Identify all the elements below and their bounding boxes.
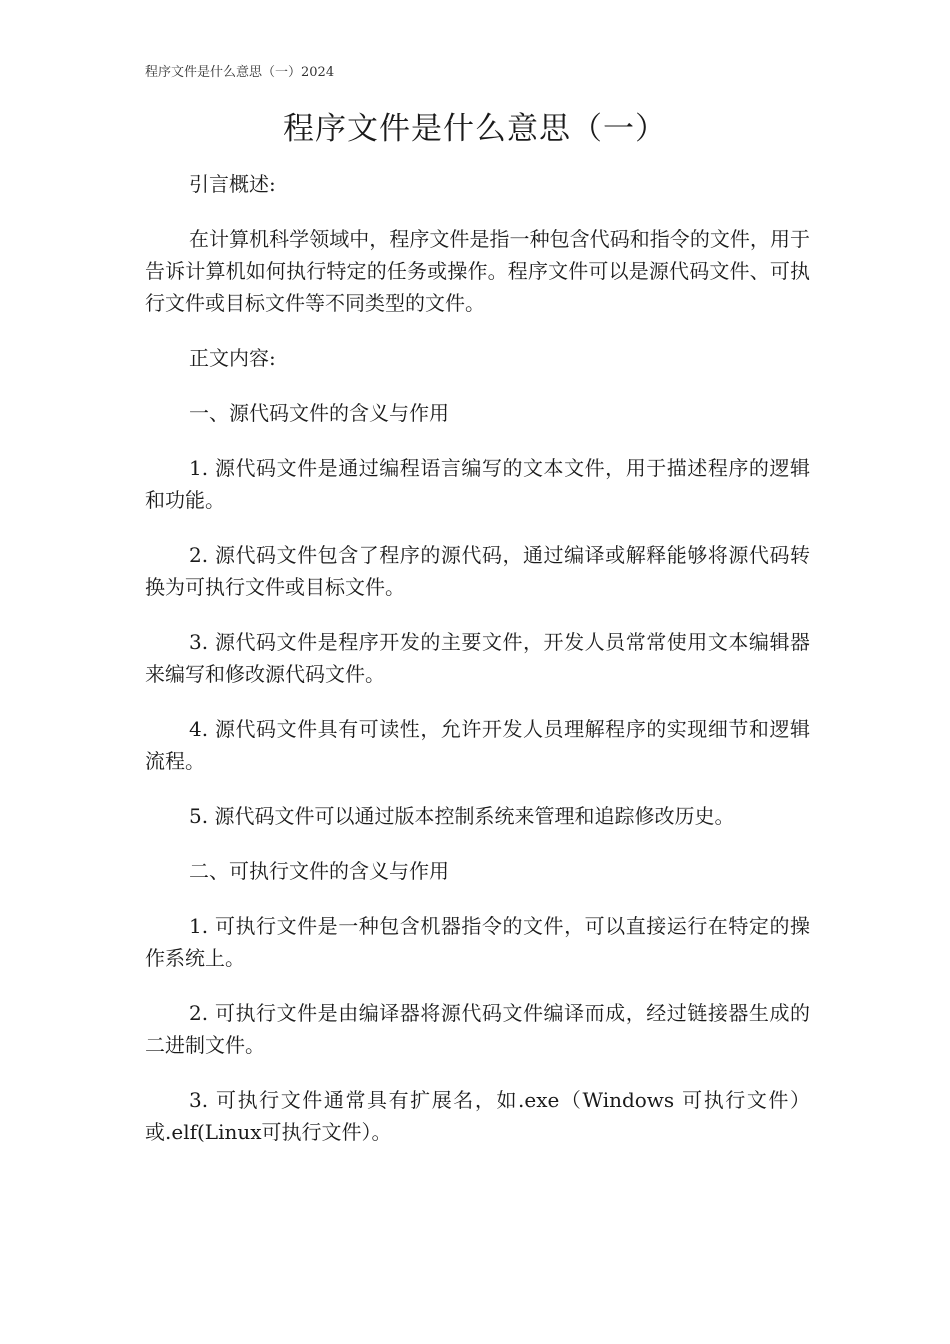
list-item: 4. 源代码文件具有可读性，允许开发人员理解程序的实现细节和逻辑流程。 [145, 717, 810, 773]
paragraph-intro-heading: 引言概述: [189, 172, 276, 196]
list-item: 5. 源代码文件可以通过版本控制系统来管理和追踪修改历史。 [189, 804, 735, 828]
list-item: 3. 可执行文件通常具有扩展名，如.exe（Windows 可执行文件）或.elf(Linux可执行文件）。 [145, 1088, 810, 1144]
section-heading-executable: 二、可执行文件的含义与作用 [189, 859, 449, 883]
document-body [145, 168, 810, 1171]
paragraph-body-heading: 正文内容: [189, 346, 276, 370]
list-item: 2. 可执行文件是由编译器将源代码文件编译而成，经过链接器生成的二进制文件。 [145, 1001, 810, 1057]
list-item: 3. 源代码文件是程序开发的主要文件，开发人员常常使用文本编辑器来编写和修改源代码文件。 [145, 630, 810, 686]
list-item: 1. 源代码文件是通过编程语言编写的文本文件，用于描述程序的逻辑和功能。 [145, 456, 810, 512]
list-item: 1. 可执行文件是一种包含机器指令的文件，可以直接运行在特定的操作系统上。 [145, 914, 810, 970]
document-title: 程序文件是什么意思（一） [283, 111, 667, 147]
running-header: 程序文件是什么意思（一）2024 [145, 65, 335, 80]
paragraph-intro-text: 在计算机科学领域中，程序文件是指一种包含代码和指令的文件，用于告诉计算机如何执行特定的任务或操作。程序文件可以是源代码文件、可执行文件或目标文件等不同类型的文件。 [145, 227, 810, 315]
list-item: 2. 源代码文件包含了程序的源代码，通过编译或解释能够将源代码转换为可执行文件或目标文件。 [145, 543, 810, 599]
section-heading-source-code: 一、源代码文件的含义与作用 [189, 401, 449, 425]
